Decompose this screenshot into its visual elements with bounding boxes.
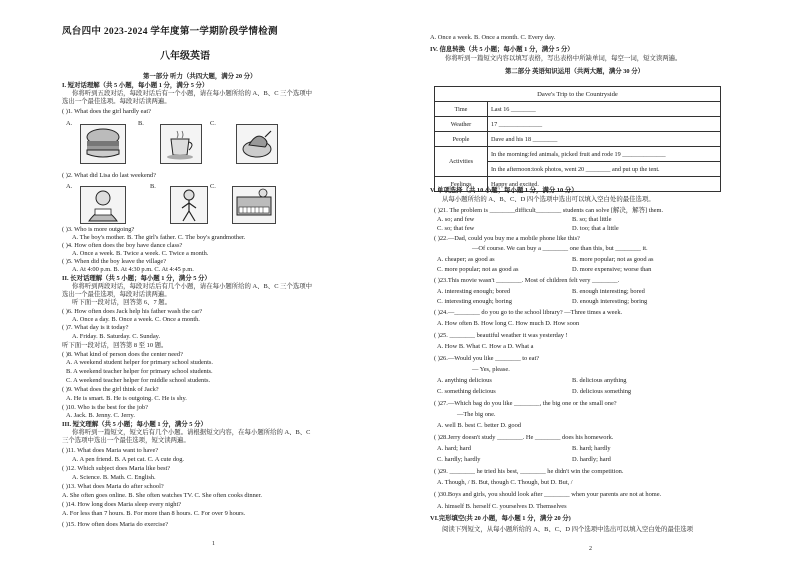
section-3-heading: III. 短文理解（共 5 小题；每小题 1 分，满分 5 分） <box>62 421 207 428</box>
section-1-instruction: 你将听到五段对话，每段对话后有一个小题，请在每小题所给的 A、B、C 三个选项中 <box>72 90 313 97</box>
section-3-instruction-2: 三个选项中选出一个最佳选项，短文读两遍。 <box>62 437 190 444</box>
question-1: ( )1. What does the girl hardly eat? <box>62 108 151 115</box>
question-14-options: A. For less than 7 hours. B. For more than 8 hours. C. For over 9 hours. <box>62 510 246 517</box>
question-26-response: — Yes, please. <box>472 366 510 373</box>
table-row <box>435 147 721 162</box>
question-21: ( )21. The problem is ________difficult________ students can solve [解决，解答] them. <box>434 207 664 214</box>
table-row <box>435 132 721 147</box>
option-label-c: C. <box>210 120 216 127</box>
question-26-option-d: D. delicious something <box>572 388 632 395</box>
option-label-a: A. <box>66 183 73 190</box>
girl-reading-icon[interactable] <box>80 186 126 224</box>
section-4-instruction: 你将听到一篇短文内容以填写表格，写出表格中所缺单词，每空一词，短文读两遍。 <box>445 55 682 62</box>
section-2-instruction-2: 选出一个最佳选项，每段对话读两遍。 <box>62 291 171 298</box>
question-23-option-a: A. interesting enough; bored <box>437 288 511 295</box>
question-6-options: A. Once a day. B. Once a week. C. Once a month. <box>72 316 200 323</box>
question-5-options: A. At 4:00 p.m. B. At 4:30 p.m. C. At 4:45 p.m. <box>72 266 194 273</box>
question-28-option-b: B. hard; hardly <box>572 445 611 452</box>
section-1-instruction-2: 选出一个最佳选项。每段对话读两遍。 <box>62 98 171 105</box>
table-row-key: Time <box>435 102 488 117</box>
question-11: ( )11. What does Maria want to have? <box>62 447 159 454</box>
info-table <box>434 86 721 192</box>
question-27-options: A. well B. best C. better D. good <box>437 422 521 429</box>
table-row-value[interactable]: Last 16 ________ <box>488 102 721 117</box>
question-11-options: A. A pen friend. B. A pet cat. C. A cute dog. <box>72 456 184 463</box>
table-row-value[interactable]: Happy and excited. <box>488 177 721 192</box>
piano-icon[interactable] <box>232 186 276 224</box>
question-4-options: A. Once a week. B. Twice a week. C. Twice a month. <box>72 250 209 257</box>
question-12-options: A. Science. B. Math. C. English. <box>72 474 156 481</box>
question-12: ( )12. Which subject does Maria like best? <box>62 465 171 472</box>
section-2-heading: II. 长对话理解（共 5 小题；每小题 1 分，满分 5 分） <box>62 275 211 282</box>
question-4: ( )4. How often does the boy have dance class? <box>62 242 183 249</box>
section-5-instruction: 从每小题所给的 A、B、C、D 四个选项中选出可以填入空白处的最佳选项。 <box>442 196 655 203</box>
question-6: ( )6. How often does Jack help his father wash the car? <box>62 308 203 315</box>
question-25: ( )25. ________ beautiful weather it was yesterday ! <box>434 332 568 339</box>
table-title: Dave's Trip to the Countryside <box>435 87 721 102</box>
question-30-options: A. himself B. herself C. yourselves D. Themselves <box>437 503 567 510</box>
table-row <box>435 102 721 117</box>
table-row-key: Feelings <box>435 177 488 192</box>
table-row-key: Activities <box>435 147 488 177</box>
question-9-options: A. He is smart. B. He is outgoing. C. He is shy. <box>66 395 187 402</box>
question-23-option-c: C. interesting enough; boring <box>437 298 512 305</box>
question-28-option-c: C. hardly; hardly <box>437 456 481 463</box>
question-29-options: A. Though, / B. But, though C. Though, but D. But, / <box>437 479 573 486</box>
page-number: 2 <box>589 546 592 552</box>
exam-title: 凤台四中 2023-2024 学年度第一学期阶段学情检测 <box>62 27 278 37</box>
section-6-heading: VI.完形填空(共 20 小题，每小题 1 分，满分 20 分) <box>430 515 571 522</box>
section-4-heading: IV. 信息转换（共 5 小题；每小题 1 分，满分 5 分） <box>430 46 574 53</box>
question-22: ( )22.—Dad, could you buy me a mobile phone like this? <box>434 235 580 242</box>
table-row-key: Weather <box>435 117 488 132</box>
question-26-option-b: B. delicious anything <box>572 377 627 384</box>
question-3-options: A. The boy's mother. B. The girl's father. C. The boy's grandmother. <box>72 234 246 241</box>
question-27: ( )27.—Which bag do you like ________, the big one or the small one? <box>434 400 617 407</box>
part-one-heading: 第一部分 听力（共四大题，满分 20 分） <box>143 73 257 80</box>
question-8-option-a: A. A weekend student helper for primary school students. <box>66 359 213 366</box>
question-10: ( )10. Who is the best for the job? <box>62 404 148 411</box>
question-21-option-b: B. so; that little <box>572 216 612 223</box>
question-13-options: A. She often goes online. B. She often watches TV. C. She often cooks dinner. <box>62 492 262 499</box>
question-26-option-a: A. anything delicious <box>437 377 492 384</box>
question-5: ( )5. When did the boy leave the village? <box>62 258 167 265</box>
question-21-option-c: C. so; that few <box>437 225 475 232</box>
section-2-instruction-4: 听下面一段对话，回答第 8 至 10 题。 <box>62 342 168 349</box>
question-8: ( )8. What kind of person does the center need? <box>62 351 183 358</box>
option-label-b: B. <box>138 120 144 127</box>
option-label-c: C. <box>210 183 216 190</box>
exam-subtitle: 八年级英语 <box>160 51 210 62</box>
option-label-b: B. <box>150 183 156 190</box>
section-2-instruction: 你将听到两段对话，每段对话后有几个小题，请在每小题所给的 A、B、C 三个选项中 <box>72 283 313 290</box>
section-2-instruction-3: 听下面一段对话，回答第 6、7 题。 <box>72 299 172 306</box>
table-row-key: People <box>435 132 488 147</box>
table-row-value[interactable]: In the morning:fed animals, picked fruit and rode 19 ______________ <box>488 147 721 162</box>
question-8-option-b: B. A weekend teacher helper for primary school students. <box>66 368 213 375</box>
question-14: ( )14. How long does Maria sleep every night? <box>62 501 182 508</box>
question-22-option-b: B. more popular; not as good as <box>572 256 654 263</box>
question-26: ( )26.—Would you like ________ to eat? <box>434 355 540 362</box>
question-22-option-d: D. more expensive; worse than <box>572 266 652 273</box>
question-28: ( )28.Jerry doesn't study ________. He ________ does his homework. <box>434 434 614 441</box>
question-22-option-a: A. cheaper; as good as <box>437 256 495 263</box>
table-row-value[interactable]: 17 ______________ <box>488 117 721 132</box>
option-label-a: A. <box>66 120 73 127</box>
part-two-heading: 第二部分 英语知识运用（共两大题，满分 30 分） <box>505 68 644 75</box>
question-28-option-a: A. hard; hard <box>437 445 471 452</box>
question-21-option-a: A. so; and few <box>437 216 475 223</box>
question-22-response: —Of course. We can buy a ________ one than this, but ________ it. <box>472 245 648 252</box>
section-6-instruction: 阅读下列短文，从每小题所给的 A、B、C、D 四个选项中选出可以填入空白处的最佳选项 <box>442 526 694 533</box>
question-22-option-c: C. more popular; not as good as <box>437 266 519 273</box>
table-row <box>435 117 721 132</box>
table-row-value[interactable]: Dave and his 18 ________ <box>488 132 721 147</box>
question-23-option-b: B. enough interesting; bored <box>572 288 645 295</box>
question-2: ( )2. What did Lisa do last weekend? <box>62 172 156 179</box>
question-25-options: A. How B. What C. How a D. What a <box>437 343 534 350</box>
roast-chicken-icon[interactable] <box>236 124 278 164</box>
question-3: ( )3. Who is more outgoing? <box>62 226 135 233</box>
question-24-options: A. How often B. How long C. How much D. How soon <box>437 320 580 327</box>
hamburger-icon[interactable] <box>80 124 126 164</box>
section-1-heading: I. 短对话理解（共 5 小题，每小题 1 分，满分 5 分） <box>62 82 209 89</box>
section-3-instruction: 你将听到一篇短文，短文后有几个小题。请根据短文内容，在每小题所给的 A、B、C <box>72 429 311 436</box>
question-24: ( )24.—________ do you go to the school library? —Three times a week. <box>434 309 623 316</box>
question-29: ( )29. ________ he tried his best, ________ he didn't win the competition. <box>434 468 624 475</box>
page-2 <box>397 0 794 561</box>
question-7: ( )7. What day is it today? <box>62 324 129 331</box>
question-15-options: A. Once a week. B. Once a month. C. Every day. <box>430 34 556 41</box>
tea-cup-icon[interactable] <box>160 124 202 164</box>
question-23: ( )23.This movie wasn't ________. Most of children felt very ________. <box>434 277 620 284</box>
question-8-option-c: C. A weekend teacher helper for middle school students. <box>66 377 211 384</box>
question-26-option-c: C. something delicious <box>437 388 496 395</box>
question-10-options: A. Jack. B. Jenny. C. Jerry. <box>66 412 135 419</box>
question-27-response: —The big one. <box>457 411 496 418</box>
girl-walking-icon[interactable] <box>170 186 208 224</box>
question-30: ( )30.Boys and girls, you should look after ________ when your parents are not at home. <box>434 491 662 498</box>
question-7-options: A. Friday. B. Saturday. C. Sunday. <box>72 333 161 340</box>
question-15: ( )15. How often does Maria do exercise? <box>62 521 169 528</box>
question-21-option-d: D. too; that a little <box>572 225 619 232</box>
table-row-value[interactable]: In the afternoon:took photos, went 20 ________ and put up the tent. <box>488 162 721 177</box>
question-28-option-d: D. hardly; hard <box>572 456 611 463</box>
section-5-heading: V. 单项选择（共 10 小题；每小题 1 分，满分 10 分） <box>430 187 578 194</box>
page-number: 1 <box>212 541 215 547</box>
question-9: ( )9. What does the girl think of Jack? <box>62 386 159 393</box>
question-23-option-d: D. enough interesting; boring <box>572 298 648 305</box>
question-13: ( )13. What does Maria do after school? <box>62 483 164 490</box>
